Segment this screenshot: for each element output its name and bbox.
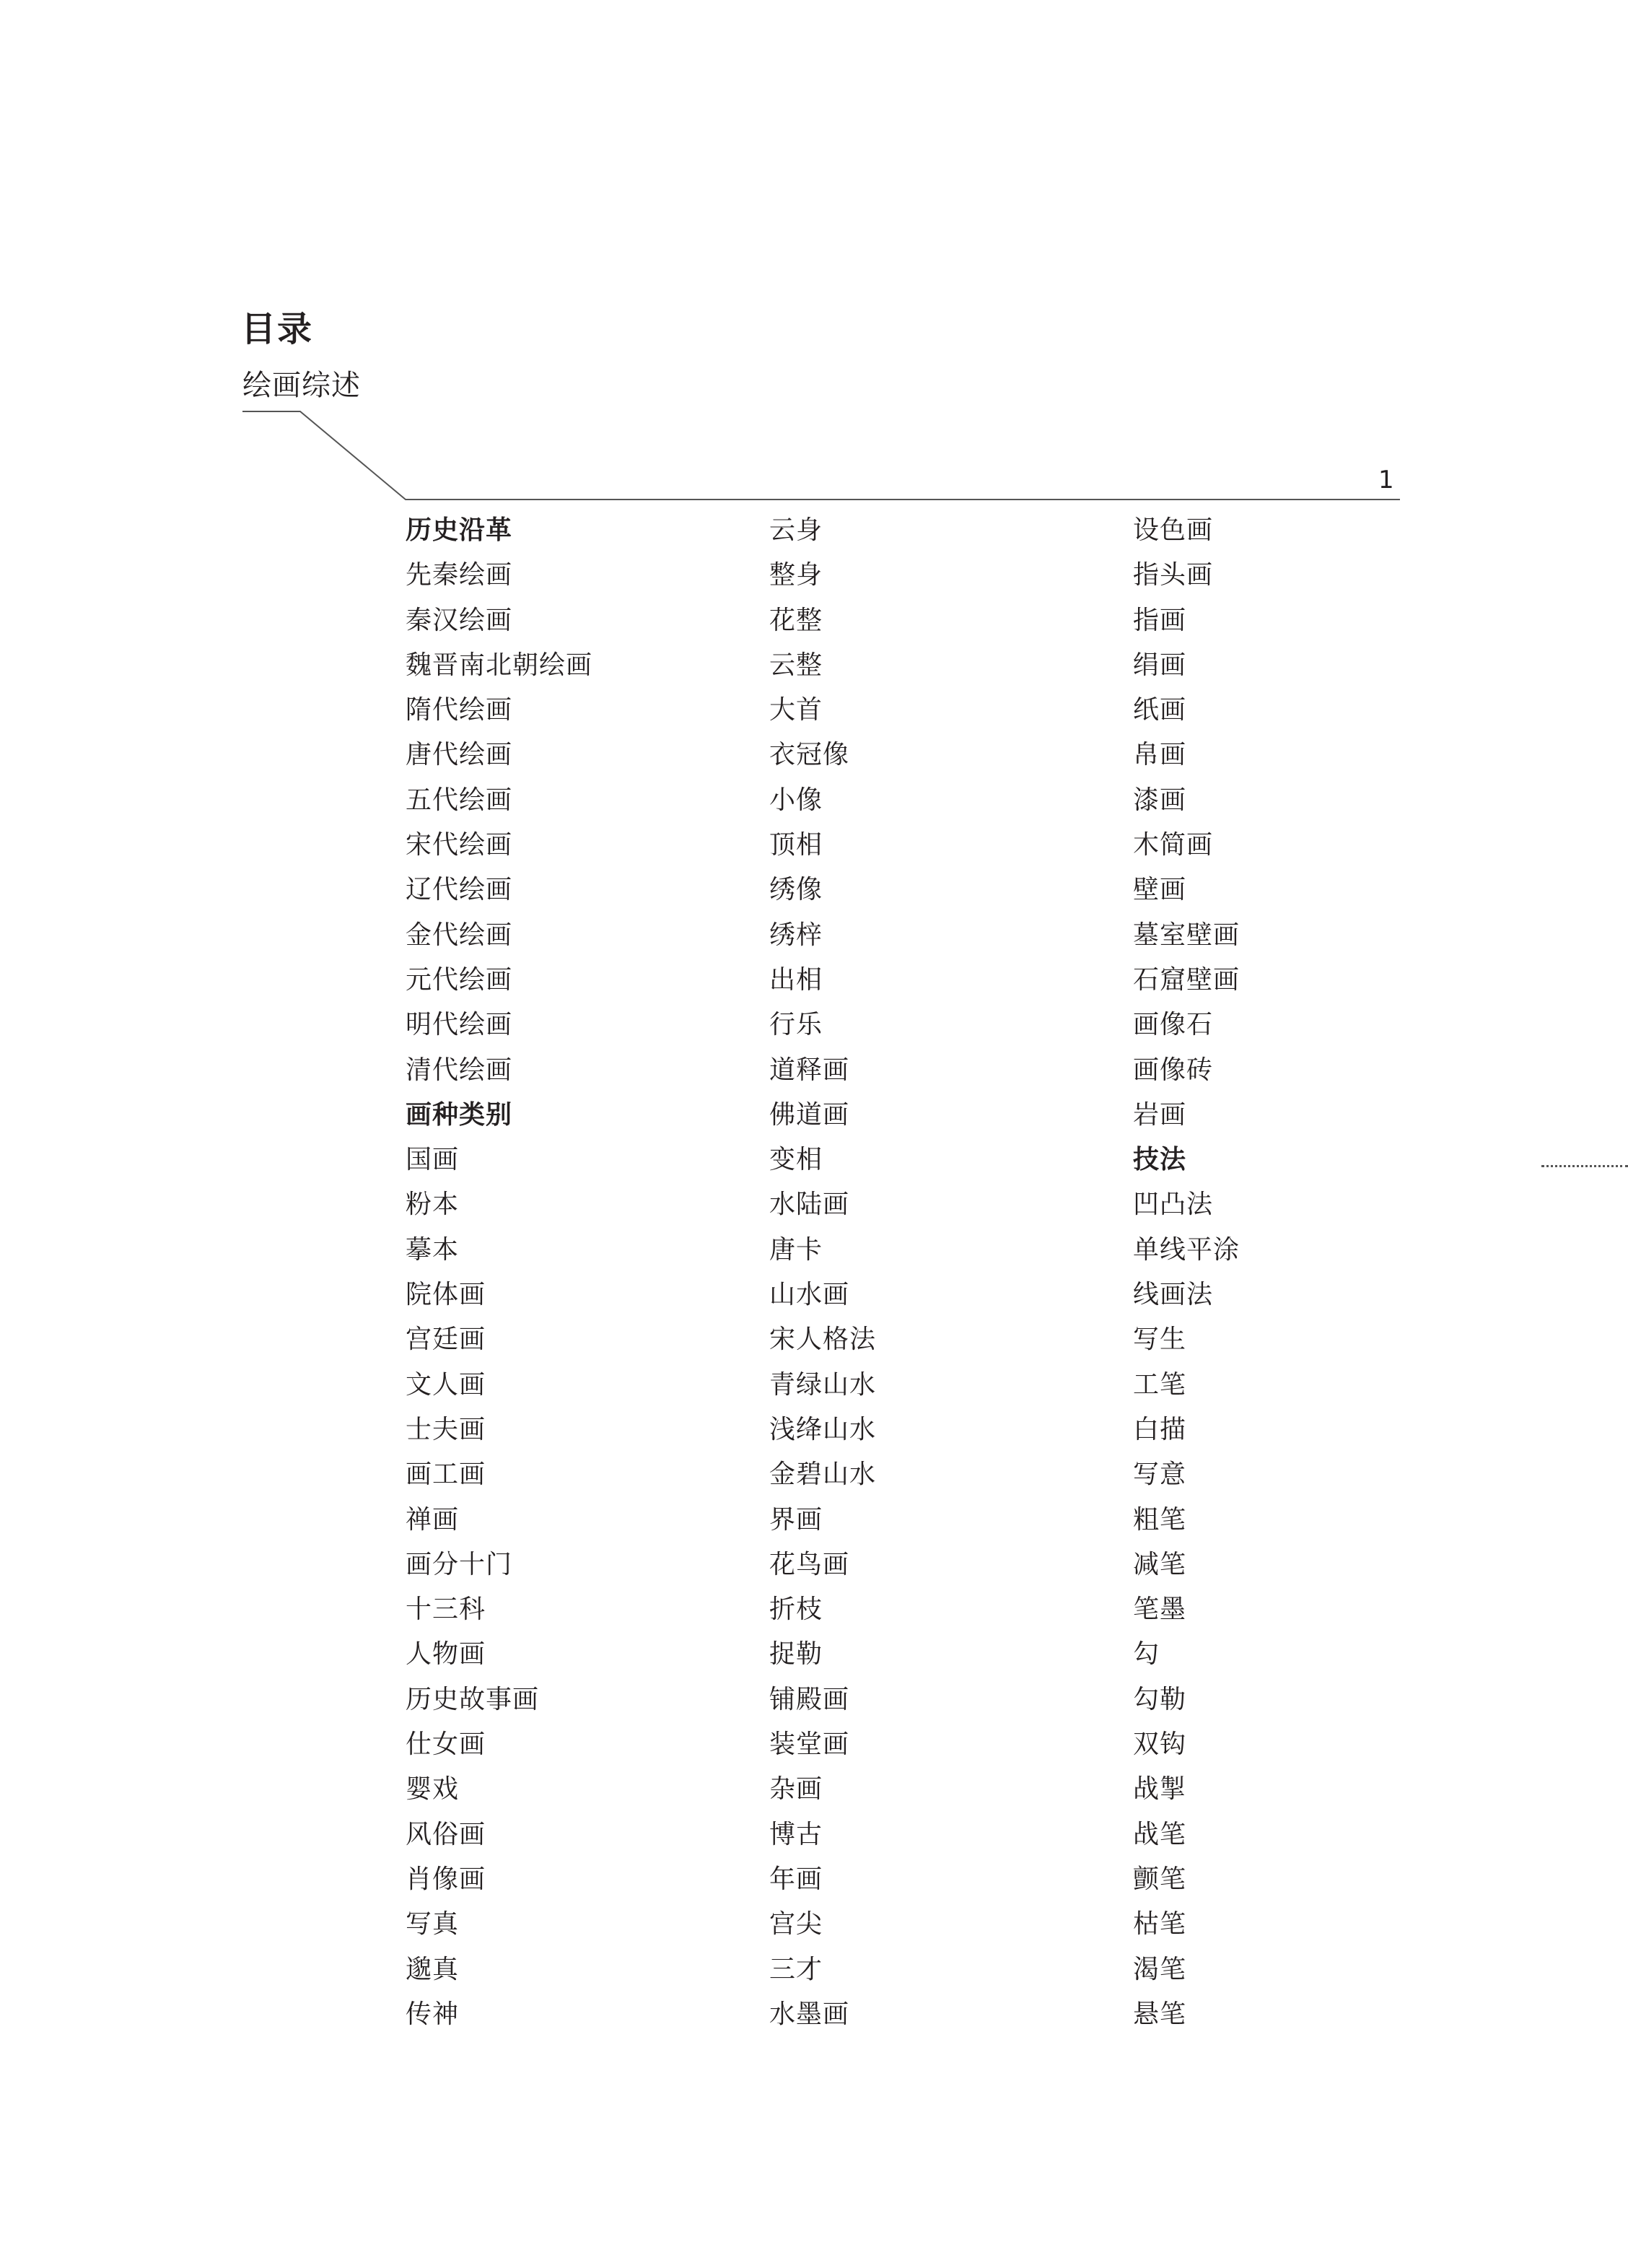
toc-entry[interactable]: 双钩 <box>1133 1730 1187 1760</box>
toc-entry[interactable]: 宋人格法 <box>769 1325 877 1355</box>
toc-column-3 <box>1133 513 1465 2041</box>
toc-entry[interactable]: 装堂画 <box>769 1730 850 1760</box>
toc-entry[interactable]: 云整 <box>769 650 823 680</box>
toc-entry[interactable]: 壁画 <box>1133 875 1187 905</box>
toc-entry[interactable]: 笔墨 <box>1133 1595 1187 1625</box>
toc-entry[interactable]: 枯笔 <box>1133 1909 1187 1940</box>
toc-entry[interactable]: 院体画 <box>406 1280 486 1310</box>
toc-entry[interactable]: 水墨画 <box>769 1999 850 2029</box>
toc-column-2 <box>769 513 1101 2041</box>
toc-entry[interactable]: 行乐 <box>769 1010 823 1040</box>
toc-entry[interactable]: 杂画 <box>769 1774 823 1805</box>
toc-entry[interactable]: 肖像画 <box>406 1864 486 1894</box>
toc-entry[interactable]: 禅画 <box>406 1504 460 1535</box>
toc-entry[interactable]: 颤笔 <box>1133 1864 1187 1894</box>
toc-entry[interactable]: 历史故事画 <box>406 1684 540 1714</box>
toc-entry[interactable]: 石窟壁画 <box>1133 964 1240 995</box>
toc-entry[interactable]: 婴戏 <box>406 1774 460 1805</box>
toc-entry[interactable]: 辽代绘画 <box>406 875 513 905</box>
toc-entry[interactable]: 摹本 <box>406 1234 460 1265</box>
toc-entry[interactable]: 整身 <box>769 560 823 590</box>
toc-entry[interactable]: 国画 <box>406 1145 460 1175</box>
toc-title: 目录 <box>241 309 314 349</box>
toc-entry[interactable]: 唐卡 <box>769 1234 823 1265</box>
toc-entry[interactable]: 单线平涂 <box>1133 1234 1240 1265</box>
toc-entry[interactable]: 捉勒 <box>769 1639 823 1670</box>
toc-entry[interactable]: 风俗画 <box>406 1819 486 1849</box>
toc-entry[interactable]: 唐代绘画 <box>406 740 513 770</box>
toc-entry[interactable]: 写真 <box>406 1909 460 1940</box>
toc-entry[interactable]: 铺殿画 <box>769 1684 850 1714</box>
toc-entry[interactable]: 绣梓 <box>769 920 823 950</box>
toc-entry[interactable]: 木简画 <box>1133 830 1214 860</box>
toc-entry[interactable]: 战掣 <box>1133 1774 1187 1805</box>
toc-entry[interactable]: 墓室壁画 <box>1133 920 1240 950</box>
toc-entry[interactable]: 衣冠像 <box>769 740 850 770</box>
toc-entry[interactable]: 画像石 <box>1133 1010 1214 1040</box>
toc-entry[interactable]: 明代绘画 <box>406 1010 513 1040</box>
toc-entry[interactable]: 士夫画 <box>406 1414 486 1444</box>
toc-entry[interactable]: 绢画 <box>1133 650 1187 680</box>
toc-entry[interactable]: 人物画 <box>406 1639 486 1670</box>
toc-entry[interactable]: 指画 <box>1133 605 1187 635</box>
toc-entry[interactable]: 绣像 <box>769 875 823 905</box>
toc-entry[interactable]: 悬笔 <box>1133 1999 1187 2029</box>
toc-section-heading[interactable]: 画种类别 <box>406 1099 513 1130</box>
toc-entry[interactable]: 隋代绘画 <box>406 695 513 725</box>
toc-entry[interactable]: 山水画 <box>769 1280 850 1310</box>
toc-entry[interactable]: 岩画 <box>1133 1099 1187 1130</box>
toc-entry[interactable]: 青绿山水 <box>769 1369 877 1400</box>
toc-entry[interactable]: 画分十门 <box>406 1549 513 1579</box>
toc-entry[interactable]: 设色画 <box>1133 515 1214 545</box>
toc-section-heading[interactable]: 技法 <box>1133 1145 1187 1175</box>
toc-entry[interactable]: 顶相 <box>769 830 823 860</box>
section-title: 绘画综述 <box>242 369 361 402</box>
toc-entry[interactable]: 三才 <box>769 1954 823 1984</box>
toc-entry[interactable]: 博古 <box>769 1819 823 1849</box>
toc-entry[interactable]: 出相 <box>769 964 823 995</box>
toc-entry[interactable]: 先秦绘画 <box>406 560 513 590</box>
toc-entry[interactable]: 金碧山水 <box>769 1460 877 1490</box>
toc-entry[interactable]: 秦汉绘画 <box>406 605 513 635</box>
toc-entry[interactable]: 佛道画 <box>769 1099 850 1130</box>
page-number: 1 <box>1378 466 1394 494</box>
toc-entry[interactable]: 工笔 <box>1133 1369 1187 1400</box>
toc-entry[interactable]: 帛画 <box>1133 740 1187 770</box>
toc-entry[interactable]: 勾 <box>1133 1639 1160 1670</box>
toc-entry[interactable]: 宫廷画 <box>406 1325 486 1355</box>
toc-entry[interactable]: 花整 <box>769 605 823 635</box>
toc-entry[interactable]: 线画法 <box>1133 1280 1214 1310</box>
toc-entry[interactable]: 宫尖 <box>769 1909 823 1940</box>
toc-entry[interactable]: 花鸟画 <box>769 1549 850 1579</box>
toc-column-1 <box>406 513 738 2041</box>
toc-entry[interactable]: 渴笔 <box>1133 1954 1187 1984</box>
toc-entry[interactable]: 金代绘画 <box>406 920 513 950</box>
toc-entry[interactable]: 道释画 <box>769 1055 850 1085</box>
toc-entry[interactable]: 写生 <box>1133 1325 1187 1355</box>
toc-entry[interactable]: 文人画 <box>406 1369 486 1400</box>
toc-entry[interactable]: 变相 <box>769 1145 823 1175</box>
toc-entry[interactable]: 粗笔 <box>1133 1504 1187 1535</box>
toc-entry[interactable]: 清代绘画 <box>406 1055 513 1085</box>
toc-entry[interactable]: 邈真 <box>406 1954 460 1984</box>
toc-entry[interactable]: 凹凸法 <box>1133 1190 1214 1220</box>
toc-entry[interactable]: 写意 <box>1133 1460 1187 1490</box>
toc-entry[interactable]: 指头画 <box>1133 560 1214 590</box>
toc-section-heading[interactable]: 历史沿革 <box>406 515 513 545</box>
toc-entry[interactable]: 粉本 <box>406 1190 460 1220</box>
toc-entry[interactable]: 仕女画 <box>406 1730 486 1760</box>
toc-entry[interactable]: 传神 <box>406 1999 460 2029</box>
toc-entry[interactable]: 魏晋南北朝绘画 <box>406 650 593 680</box>
toc-entry[interactable]: 五代绘画 <box>406 785 513 815</box>
toc-entry[interactable]: 勾勒 <box>1133 1684 1187 1714</box>
toc-entry[interactable]: 元代绘画 <box>406 964 513 995</box>
toc-entry[interactable]: 白描 <box>1133 1414 1187 1444</box>
toc-entry[interactable]: 年画 <box>769 1864 823 1894</box>
toc-entry[interactable]: 战笔 <box>1133 1819 1187 1849</box>
toc-entry[interactable]: 云身 <box>769 515 823 545</box>
toc-entry[interactable]: 小像 <box>769 785 823 815</box>
toc-entry[interactable]: 折枝 <box>769 1595 823 1625</box>
toc-entry[interactable]: 漆画 <box>1133 785 1187 815</box>
toc-entry[interactable]: 十三科 <box>406 1595 486 1625</box>
toc-entry[interactable]: 画工画 <box>406 1460 486 1490</box>
toc-entry[interactable]: 水陆画 <box>769 1190 850 1220</box>
edge-dotted-mark <box>1541 1165 1628 1176</box>
toc-entry[interactable]: 纸画 <box>1133 695 1187 725</box>
toc-entry[interactable]: 浅绛山水 <box>769 1414 877 1444</box>
toc-entry[interactable]: 画像砖 <box>1133 1055 1214 1085</box>
toc-entry[interactable]: 减笔 <box>1133 1549 1187 1579</box>
toc-entry[interactable]: 大首 <box>769 695 823 725</box>
toc-entry[interactable]: 界画 <box>769 1504 823 1535</box>
toc-entry[interactable]: 宋代绘画 <box>406 830 513 860</box>
